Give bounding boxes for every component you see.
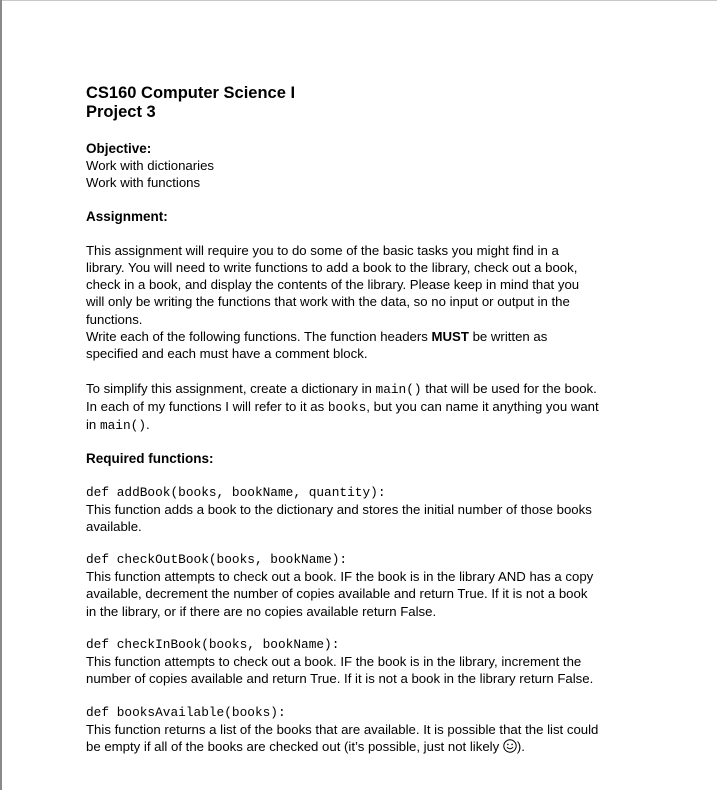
- function-signature: def checkOutBook(books, bookName):: [86, 552, 348, 568]
- objective-item: Work with functions: [86, 175, 201, 191]
- assignment-line: library. You will need to write functions to add a book to the library, check out a book,: [86, 259, 578, 275]
- objective-item: Work with dictionaries: [86, 158, 215, 173]
- function-signature: def checkInBook(books, bookName):: [86, 637, 340, 653]
- description-text: be empty if all of the books are checked out (it’s possible, just not likely: [86, 738, 503, 754]
- simplify-text: , but you can name it anything you want: [366, 398, 599, 414]
- required-functions-heading: Required functions:: [86, 450, 214, 466]
- simplify-line: [86, 416, 646, 434]
- function-signature: def booksAvailable(books):: [86, 704, 286, 720]
- description-text: ).: [516, 738, 525, 754]
- must-emphasis: MUST: [431, 329, 469, 345]
- main-code: main(): [99, 418, 147, 434]
- objective-heading: Objective:: [86, 141, 152, 156]
- books-code: books: [327, 399, 367, 415]
- assignment-paragraph: [86, 242, 646, 363]
- function-description-line: This function attempts to check out a book. IF the book is in the library AND has a copy: [86, 569, 594, 585]
- assignment-heading: Assignment:: [86, 208, 168, 224]
- function-description-line: number of copies available and return True. If it is not a book in the library return False.: [86, 671, 594, 687]
- assignment-line: [86, 328, 646, 345]
- document-page: [86, 84, 646, 755]
- doc-title: CS160 Computer Science I: [86, 84, 296, 102]
- assignment-text: be written as: [468, 329, 548, 345]
- assignment-line: This assignment will require you to do some of the basic tasks you might find in a: [86, 242, 559, 258]
- assignment-line: specified and each must have a comment block.: [86, 346, 368, 362]
- simplify-text: that will be used for the book.: [421, 380, 597, 396]
- doc-subtitle: Project 3: [86, 103, 156, 121]
- assignment-line: will only be writing the functions that work with the data, so no input or output in the: [86, 294, 570, 310]
- function-block-addbook: [86, 484, 646, 536]
- assignment-line: check in a book, and display the contents of the library. Please keep in mind that you: [86, 277, 580, 293]
- function-description-line: This function adds a book to the dictionary and stores the initial number of those books: [86, 501, 592, 517]
- simplify-line: [86, 398, 646, 416]
- simplify-line: [86, 380, 646, 398]
- function-description-line: This function returns a list of the books that are available. It is possible that the list could: [86, 721, 599, 737]
- function-description-line: [86, 738, 646, 755]
- simplify-text: In each of my functions I will refer to it as: [86, 398, 328, 414]
- function-description-line: This function attempts to check out a book. IF the book is in the library, increment the: [86, 654, 582, 670]
- assignment-text: Write each of the following functions. The function headers: [86, 329, 432, 345]
- page-left-edge: [0, 0, 2, 790]
- function-block-checkinbook: [86, 636, 646, 688]
- function-description-line: available.: [86, 518, 142, 534]
- function-block-checkoutbook: [86, 551, 646, 620]
- smiley-icon: [503, 739, 517, 753]
- assignment-line: functions.: [86, 311, 143, 327]
- simplify-text: To simplify this assignment, create a dictionary in: [86, 380, 376, 396]
- simplify-paragraph: [86, 380, 646, 435]
- main-code: main(): [375, 381, 422, 397]
- simplify-text: .: [146, 417, 150, 433]
- function-block-booksavailable: [86, 704, 646, 756]
- function-signature: def addBook(books, bookName, quantity):: [86, 484, 386, 500]
- page-top-edge: [0, 0, 717, 1]
- function-description-line: in the library, or if there are no copies available return False.: [86, 603, 437, 619]
- simplify-text: in: [86, 417, 100, 433]
- function-description-line: available, decrement the number of copies available and return True. If it is not a book: [86, 586, 588, 602]
